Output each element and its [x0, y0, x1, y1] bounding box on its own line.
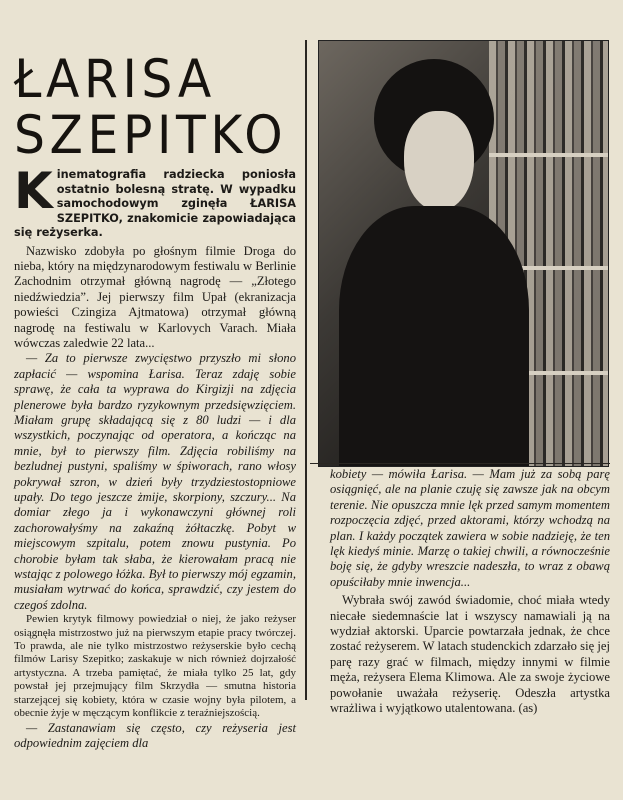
title-line-1: ŁARISA: [14, 49, 216, 110]
lead-paragraph: [14, 162, 296, 241]
column-divider: [305, 40, 307, 700]
title-line-2: SZEPITKO: [14, 105, 288, 166]
paragraph-1: Nazwisko zdobyła po głośnym filmie Droga do nieba, który na międzynarodowym festiwalu w Berlinie Zachodnim otrzymał główną nagrodę — „Złotego niedźwiedzia”. Jej pierwszy film Upał (ekranizacja powieści Czingiza Ajtmatowa) otrzymał główną nagrodę na festiwalu w Karlovych Varach. Miała wówczas zaledwie 22 lata...: [14, 243, 296, 350]
lead-text: inematografia radziecka poniosła ostatnio bolesną stratę. W wypadku samochodowym zginęła ŁARISA SZEPITKO, znakomicie zapowiadająca się reżyserka.: [14, 168, 296, 239]
paragraph-2-quote: — Za to pierwsze zwycięstwo przyszło mi słono zapłacić — wspomina Łarisa. Teraz zdaję sobie sprawę, że cała ta wyprawa do Kirgizji na zdjęcia plenerowe była bardzo ryzykownym przedsięwzięciem. Miałam grupę składającą się z 80 ludzi — i dla wszystkich, poczynając od operatora, a kończąc na mnie, był to pierwszy film. Zdjęcia robiliśmy na bezludnej pustyni, spaliśmy w śpiworach, rano włosy pokrywał szron, w dzień były trzydziestostopniowe upały. Do tego jeszcze żmije, skorpiony, szczury... Na domiar złego ja i wykonawczyni głównej roli zachorowałyśmy na zakaźną żółtaczkę. Pobyt w miejscowym szpitalu, potem znowu pustynia. Po chorobie byłam tak słaba, że kierowałam pracą nie wstając z polowego łóżka. Był to pierwszy mój egzamin, musiałam wytrwać do końca, sprawdzić, czy jestem do czegoś zdolna.: [14, 351, 296, 612]
drop-cap: K: [14, 162, 53, 220]
portrait-face: [404, 111, 474, 211]
left-column: [14, 162, 296, 751]
paragraph-5-quote: kobiety — mówiła Łarisa. — Mam już za sobą parę osiągnięć, ale na planie czuję się zawsze jak na obcym terenie. Nie opuszcza mnie lęk przed samym momentem rozpoczęcia zdjęć, przed aktorami, którzy wchodzą na plan. I każdy początek zawiera w sobie nadzieję, że ten lęk kiedyś minie. Marzę o takiej chwili, a równocześnie boję się, że gdyby wreszcie nadeszła, to wraz z obawą opuściłaby mnie inwencja...: [330, 467, 610, 589]
shelf-board: [489, 153, 608, 157]
portrait-photo: [318, 40, 609, 467]
photo-bottom-rule: [310, 463, 610, 464]
paragraph-4-quote: — Zastanawiam się często, czy reżyseria jest odpowiednim zajęciem dla: [14, 720, 296, 750]
paragraph-6: Wybrała swój zawód świadomie, choć miała wtedy niecałe siedemnaście lat i wszyscy namawiali ją na wydział aktorski. Uparcie powtarzała jednak, że chce zostać reżyserem. W latach studenckich zdarzało się jej parę razy grać w filmach, między innymi w filmie męża, reżysera Elema Klimowa. Ale za swoje życiowe powołanie uważała reżyserię. Odeszła artystka wrażliwa i wyjątkowo utalentowana. (as): [330, 593, 610, 716]
right-column: [330, 467, 610, 717]
paragraph-3: Pewien krytyk filmowy powiedział o niej, że jako reżyser osiągnęła mistrzostwo już na pierwszym etapie pracy twórczej. To prawda, ale nie tylko mistrzostwo reżyserskie było cechą filmów Larisy Szepitko; zaskakuje w nich również dojrzałość artystyczna. A trzeba pamiętać, że miała tylko 25 lat, gdy powstał jej przejmujący film Skrzydła — smutna historia starzejącej się kobiety, która w czasie wojny była pilotem, a obecnie żyje w męczącym konflikcie z teraźniejszością.: [14, 613, 296, 720]
portrait-body: [339, 206, 529, 466]
article-title: [14, 49, 288, 166]
